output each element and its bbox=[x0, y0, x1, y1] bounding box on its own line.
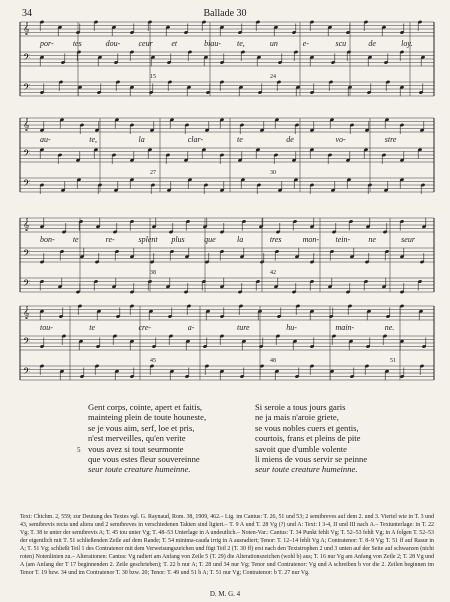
lyric-syllable: scu bbox=[335, 39, 347, 48]
lyric-syllable: ceur bbox=[138, 39, 153, 48]
clef-icon: 𝄢 bbox=[23, 148, 31, 161]
measure-number: 51 bbox=[390, 358, 396, 364]
clef-icon: 𝄞 bbox=[23, 118, 30, 131]
lyric-syllable: main- bbox=[335, 323, 355, 332]
clef-icon: 𝄞 bbox=[23, 218, 30, 231]
poem-line: vous avez si tout seurmonte bbox=[88, 443, 184, 454]
lyric-syllable: loy. bbox=[401, 39, 413, 48]
lyric-syllable: et bbox=[171, 39, 178, 48]
lyric-syllable: au- bbox=[40, 135, 51, 144]
lyric-syllable: mon- bbox=[302, 235, 320, 244]
poem-line: Gent corps, cointe, apert et faitis, bbox=[88, 402, 203, 412]
lyric-syllable: la bbox=[237, 235, 244, 244]
lyric-syllable: plus bbox=[171, 235, 185, 244]
lyric-syllable: por- bbox=[40, 39, 54, 48]
page-footer: D. M. G. 4 bbox=[209, 590, 241, 598]
poem-line: ne ja mais n'aroie griete, bbox=[255, 412, 339, 423]
poem-line: se je vous aim, serf, loe et pris, bbox=[88, 422, 195, 433]
lyric-syllable: ture bbox=[237, 323, 250, 332]
lyric-syllable: te bbox=[237, 135, 243, 144]
clef-icon: 𝄢 bbox=[23, 248, 31, 261]
measure-number: 42 bbox=[270, 270, 276, 276]
poem-line: li miens de vous servir se peinne bbox=[255, 454, 368, 465]
lyric-syllable: bon- bbox=[40, 235, 55, 244]
lyric-syllable: biau- bbox=[204, 39, 222, 48]
measure-number: 27 bbox=[150, 170, 156, 176]
lyric-syllable: re- bbox=[105, 235, 115, 244]
poem-line: se vous nobles cuers et gentis, bbox=[255, 422, 359, 433]
lyric-syllable: tres bbox=[269, 235, 282, 244]
clef-icon: 𝄞 bbox=[23, 306, 30, 319]
poem-line: n'est merveilles, qu'en verite bbox=[88, 433, 186, 444]
measure-number: 48 bbox=[270, 358, 276, 364]
lyric-syllable: un bbox=[269, 39, 278, 48]
measure-number: 38 bbox=[150, 270, 156, 276]
clef-icon: 𝄞 bbox=[23, 22, 30, 35]
poem-line: courtois, frans et pleins de pite bbox=[255, 433, 361, 444]
critical-notes: Text: Chichm. 2, 559; zur Deutung des Textes vgl. G. Raynaud, Rom. 38, 1909, 462.– Lig. im Cantus: T. 26, 51 und 53; 2 semibreves auf dem 2. und 3. Viertel wie in T. 3 und 43, semibrevis recta und altera und 2 semibreves in verschiedenen Takten sind ligiert.– T. 9 A und T. 28 Vg (?) und A: Text: I 3-4, II und III nach A.– Textunterlage: in T. 22 Vg; T. 38 te unter der semibrevis A; T. 45 tou unter Vg; T. 48–53 Unterlage in A undeutlich.– Noten-Var.: Cantus: T. 34 Punkt fehlt Vg; T. 52–53 fehlt Vg; in A folgen T. 52–53 der eigentlich mit T. 51 schließenden Zeile auf dem Rande; T. 54 minima-cauda irrig in A ausradiert; Tenor: T. 12–14 fehlt Vg A; Contratenor: T. 8–9 Vg; T. 51 ff auf Rasur in A; T. 51 Vg; schließt Teil 1 des Contratenor mit dem Verweisungszeichen und fügt Teil 2 (T. 30 ff) erst nach den Textstrophen 2 und 3 unten auf der Seite auf schwarzen (nicht roten) Notenlinien zu.– Alterationen: Cantus: Vg radiert am Anfang von Zeile 5 (T. 29) die Alterationszeichen (wohl b) aus; T. 16 nur Vg am Anfang von Zeile 2; T. 28 Vg und A (am Anfang der T 17 beginnenden 2. Zeile geschrieben); T. 22 b nur A; T. 28 und 34 nur Vg; Tenor und Contratenor: Vg und A schreiben b vor die 2. Zeilen beginnen im Tenor T. 19 bzw. 34 und im Contratenor T. 30 bzw. 20; Tenor: T. 49 und 51 b A; T. 51 nur Vg; Contratenor: b T. 27 nur Vg. bbox=[20, 514, 434, 576]
poem-line: que vous estes fleur souvereinne bbox=[88, 454, 200, 465]
lyric-syllable: dou- bbox=[105, 39, 121, 48]
page-number: 34 bbox=[22, 8, 32, 19]
poem-line: seur toute creature humeinne. bbox=[88, 464, 191, 475]
clef-icon: 𝄢 bbox=[23, 52, 31, 65]
lyric-syllable: stre bbox=[384, 135, 397, 144]
poem-line: savoit que d'umble volente bbox=[255, 443, 348, 454]
poem-line: Si seroie a tous jours garis bbox=[255, 402, 346, 412]
lyric-syllable: tes bbox=[72, 39, 82, 48]
lyric-syllable: tou- bbox=[40, 323, 53, 332]
lyric-syllable: vo- bbox=[335, 135, 346, 144]
measure-number: 24 bbox=[270, 74, 276, 80]
clef-icon: 𝄢 bbox=[23, 336, 31, 349]
lyric-syllable: de bbox=[286, 135, 294, 144]
lyric-syllable: te, bbox=[237, 39, 245, 48]
lyric-syllable: te bbox=[72, 235, 79, 244]
measure-number: 45 bbox=[150, 358, 156, 364]
lyric-syllable: cre- bbox=[138, 323, 152, 332]
lyric-syllable: e- bbox=[302, 39, 309, 48]
lyric-syllable: tein- bbox=[335, 235, 351, 244]
lyric-syllable: a- bbox=[187, 323, 195, 332]
lyric-syllable: hu- bbox=[286, 323, 297, 332]
poem-line: seur toute creature humeinne. bbox=[255, 464, 358, 475]
lyric-syllable: ne. bbox=[384, 323, 395, 332]
clef-icon: 𝄢 bbox=[23, 178, 31, 191]
lyric-syllable: seur bbox=[401, 235, 415, 244]
lyric-syllable: splent bbox=[138, 235, 158, 244]
poem-line-marker: 5 bbox=[77, 446, 81, 454]
lyric-syllable: clar- bbox=[187, 135, 204, 144]
poem-right-column bbox=[255, 402, 367, 475]
clef-icon: 𝄢 bbox=[23, 278, 31, 291]
clef-icon: 𝄢 bbox=[23, 366, 31, 379]
lyric-syllable: de bbox=[368, 39, 376, 48]
lyric-syllable: ne bbox=[368, 235, 376, 244]
lyric-syllable: que bbox=[204, 235, 216, 244]
lyric-syllable: la bbox=[138, 135, 145, 144]
poem-line: mainteing plein de toute houneste, bbox=[88, 412, 207, 423]
measure-number: 30 bbox=[270, 170, 276, 176]
page-title: Ballade 30 bbox=[203, 8, 247, 19]
lyric-syllable: te, bbox=[89, 135, 98, 144]
measure-number: 15 bbox=[150, 74, 156, 80]
clef-icon: 𝄢 bbox=[23, 82, 31, 95]
poem-left-column bbox=[88, 402, 206, 475]
lyric-syllable: te bbox=[89, 323, 96, 332]
